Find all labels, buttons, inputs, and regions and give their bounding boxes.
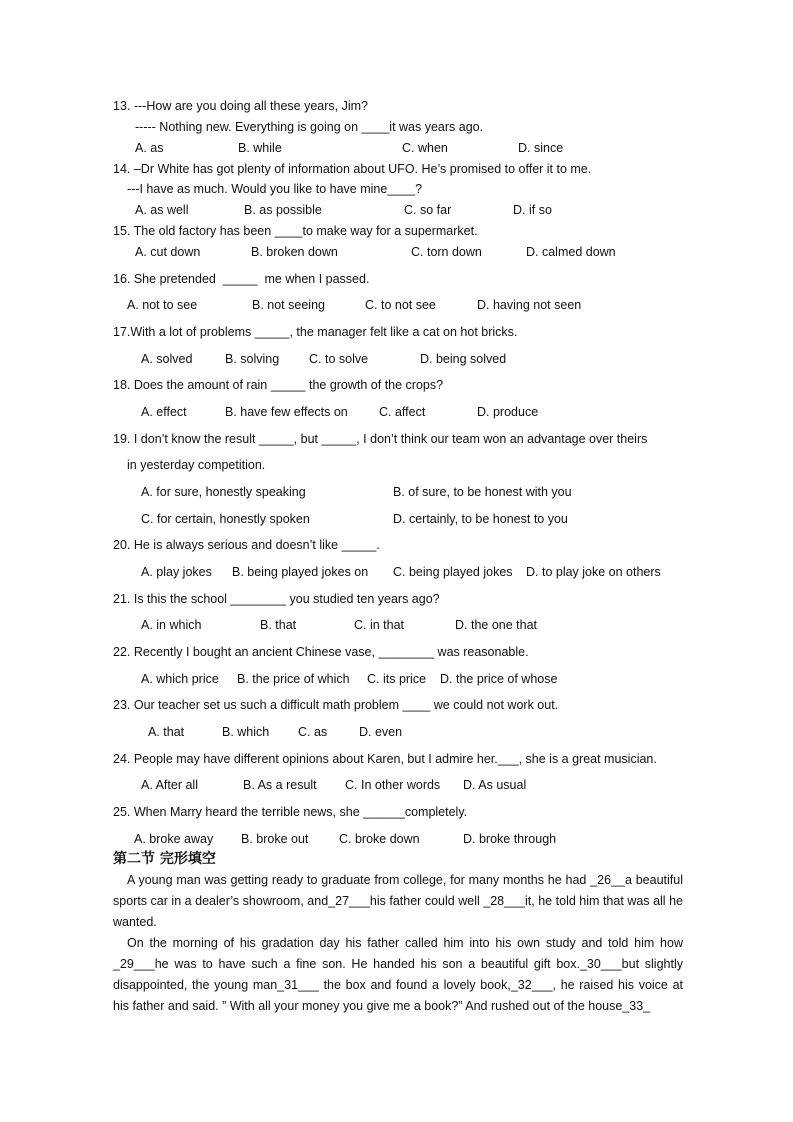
question-19-option-d: D. certainly, to be honest to you — [393, 512, 568, 526]
question-22-stem: 22. Recently I bought an ancient Chinese vase, ________ was reasonable. — [113, 645, 529, 659]
question-14-option-b: B. as possible — [244, 203, 322, 217]
question-13-reply: ----- Nothing new. Everything is going on ____it was years ago. — [135, 120, 484, 134]
question-16-option-c: C. to not see — [365, 298, 436, 312]
question-25-option-c: C. broke down — [339, 832, 420, 846]
question-25-option-b: B. broke out — [241, 832, 309, 846]
question-17-option-b: B. solving — [225, 352, 280, 366]
question-24-stem: 24. People may have different opinions about Karen, but I admire her.___, she is a great musician. — [113, 752, 657, 766]
question-19-option-b: B. of sure, to be honest with you — [393, 485, 572, 499]
question-19-option-c: C. for certain, honestly spoken — [141, 512, 310, 526]
question-15-option-a: A. cut down — [135, 245, 201, 259]
question-24-option-b: B. As a result — [243, 778, 317, 792]
passage-paragraph-2: On the morning of his gradation day his father called him into his own study and told him how _29___he was to have such a fine son. He handed his son a beautiful gift box._30___but slightly disappointed, the young man_31___ the box and found a lovely book,_32___, he raised his voice at his father and said. ” With all your money you give me a book?” And rushed out of the house_33_ — [113, 936, 683, 1013]
question-18-option-d: D. produce — [477, 405, 539, 419]
question-22-option-b: B. the price of which — [237, 672, 350, 686]
question-19-option-a: A. for sure, honestly speaking — [141, 485, 306, 499]
question-20-stem: 20. He is always serious and doesn’t like _____. — [113, 538, 380, 552]
question-15-option-d: D. calmed down — [526, 245, 616, 259]
question-13-option-b: B. while — [238, 141, 282, 155]
question-25-option-d: D. broke through — [463, 832, 557, 846]
question-23-option-d: D. even — [359, 725, 403, 739]
question-25-option-a: A. broke away — [134, 832, 214, 846]
question-23-option-b: B. which — [222, 725, 270, 739]
question-17-option-a: A. solved — [141, 352, 193, 366]
question-24-option-d: D. As usual — [463, 778, 527, 792]
question-16-option-d: D. having not seen — [477, 298, 582, 312]
question-19-stem: 19. I don’t know the result _____, but _____, I don’t think our team won an advantage over theirs — [113, 432, 648, 446]
question-14-option-a: A. as well — [135, 203, 189, 217]
question-21-option-b: B. that — [260, 618, 297, 632]
question-20-option-a: A. play jokes — [141, 565, 212, 579]
question-21-stem: 21. Is this the school ________ you studied ten years ago? — [113, 592, 440, 606]
question-21-option-c: C. in that — [354, 618, 405, 632]
question-14-option-d: D. if so — [513, 203, 552, 217]
section-title: 第二节 完形填空 — [113, 851, 216, 867]
question-14-stem: 14. –Dr White has got plenty of information about UFO. He’s promised to offer it to me. — [113, 162, 592, 176]
question-20-option-c: C. being played jokes — [393, 565, 513, 579]
question-24-option-c: C. In other words — [345, 778, 441, 792]
question-14-reply: ---I have as much. Would you like to have mine____? — [127, 182, 423, 196]
question-13-option-a: A. as — [135, 141, 164, 155]
question-15-option-c: C. torn down — [411, 245, 482, 259]
question-22-option-a: A. which price — [141, 672, 219, 686]
question-22-option-d: D. the price of whose — [440, 672, 558, 686]
question-13-stem: 13. ---How are you doing all these years, Jim? — [113, 99, 368, 113]
question-17-option-d: D. being solved — [420, 352, 507, 366]
question-16-stem: 16. She pretended _____ me when I passed. — [113, 272, 370, 286]
question-18-option-a: A. effect — [141, 405, 187, 419]
question-18-option-b: B. have few effects on — [225, 405, 348, 419]
question-18-stem: 18. Does the amount of rain _____ the growth of the crops? — [113, 378, 444, 392]
question-20-option-b: B. being played jokes on — [232, 565, 369, 579]
question-13-option-d: D. since — [518, 141, 564, 155]
passage-paragraph-1: A young man was getting ready to graduate from college, for many months he had _26__a beautiful sports car in a dealer’s showroom, and_27___his father could well _28___it, he told him that was all he wanted. — [113, 873, 683, 929]
question-15-stem: 15. The old factory has been ____to make way for a supermarket. — [113, 224, 478, 238]
question-16-option-b: B. not seeing — [252, 298, 325, 312]
question-17-option-c: C. to solve — [309, 352, 369, 366]
question-21-option-d: D. the one that — [455, 618, 538, 632]
question-19-stem-continued: in yesterday competition. — [127, 458, 266, 472]
question-18-option-c: C. affect — [379, 405, 426, 419]
question-23-option-c: C. as — [298, 725, 328, 739]
cloze-passage — [113, 870, 683, 1017]
question-20-option-d: D. to play joke on others — [526, 565, 661, 579]
question-13-option-c: C. when — [402, 141, 448, 155]
question-15-option-b: B. broken down — [251, 245, 338, 259]
question-21-option-a: A. in which — [141, 618, 202, 632]
question-16-option-a: A. not to see — [127, 298, 198, 312]
question-17-stem: 17.With a lot of problems _____, the manager felt like a cat on hot bricks. — [113, 325, 518, 339]
question-22-option-c: C. its price — [367, 672, 427, 686]
question-14-option-c: C. so far — [404, 203, 452, 217]
question-24-option-a: A. After all — [141, 778, 198, 792]
question-23-option-a: A. that — [148, 725, 185, 739]
question-23-stem: 23. Our teacher set us such a difficult math problem ____ we could not work out. — [113, 698, 559, 712]
question-25-stem: 25. When Marry heard the terrible news, she ______completely. — [113, 805, 468, 819]
